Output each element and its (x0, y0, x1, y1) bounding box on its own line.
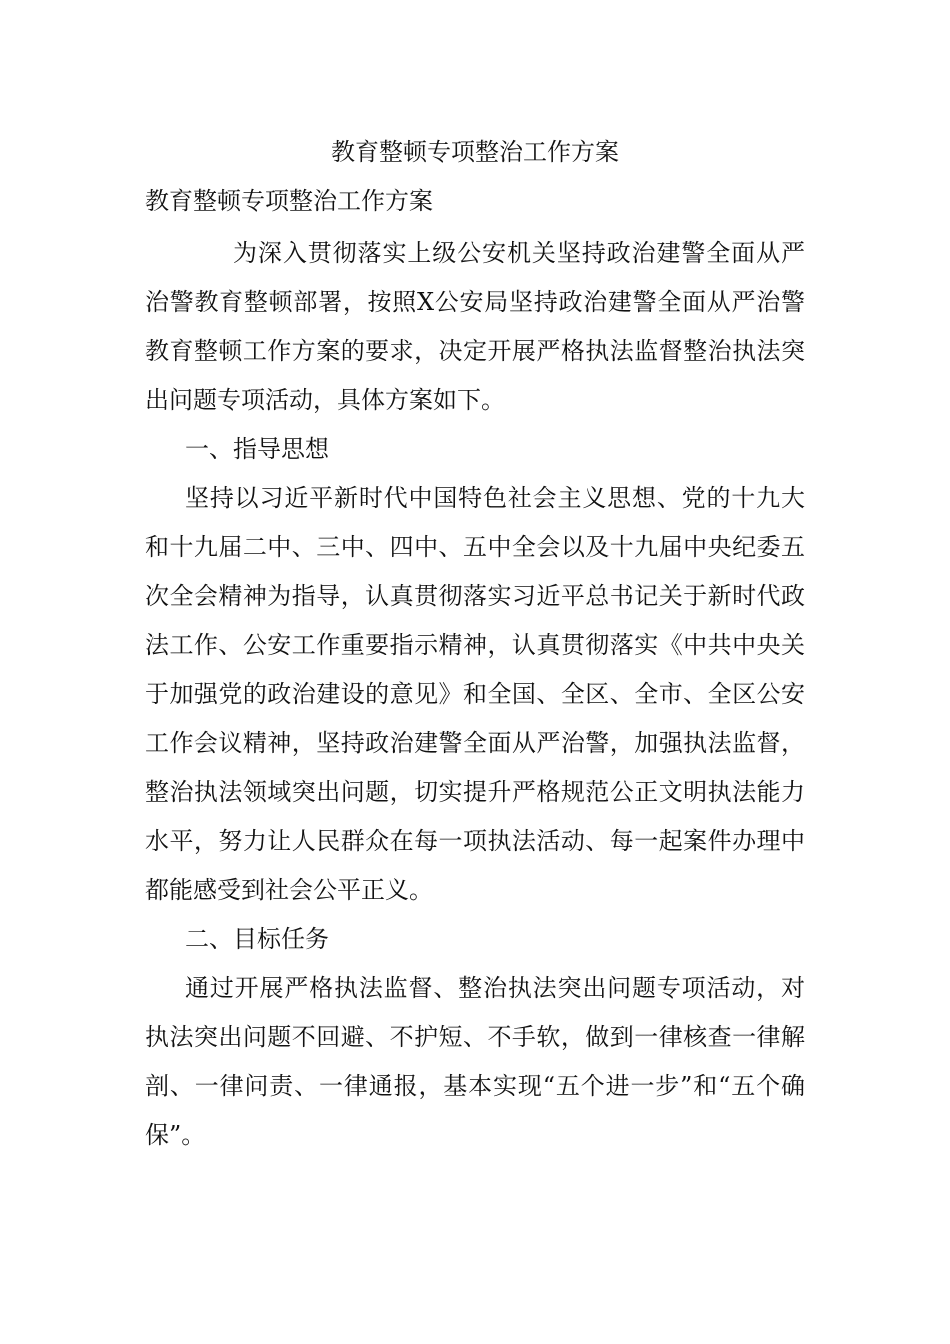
section-heading-guiding-ideology: 一、指导思想 (185, 435, 329, 463)
section-heading-goals-tasks: 二、目标任务 (185, 925, 329, 953)
document-subtitle: 教育整顿专项整治工作方案 (145, 187, 433, 215)
document-body (145, 229, 805, 1160)
goals-tasks-paragraph: 通过开展严格执法监督、整治执法突出问题专项活动，对执法突出问题不回避、不护短、不手软，做到一律核查一律解剖、一律问责、一律通报，基本实现“五个进一步”和“五个确保”。 (145, 974, 805, 1149)
guiding-ideology-paragraph: 坚持以习近平新时代中国特色社会主义思想、党的十九大和十九届二中、三中、四中、五中全会以及十九届中央纪委五次全会精神为指导，认真贯彻落实习近平总书记关于新时代政法工作、公安工作重要指示精神，认真贯彻落实《中共中央关于加强党的政治建设的意见》和全国、全区、全市、全区公安工作会议精神，坚持政治建警全面从严治警，加强执法监督，整治执法领域突出问题，切实提升严格规范公正文明执法能力水平，努力让人民群众在每一项执法活动、每一起案件办理中都能感受到社会公平正义。 (145, 484, 805, 904)
document-title: 教育整顿专项整治工作方案 (331, 138, 619, 166)
intro-paragraph: 为深入贯彻落实上级公安机关坚持政治建警全面从严治警教育整顿部署，按照X公安局坚持政治建警全面从严治警教育整顿工作方案的要求，决定开展严格执法监督整治执法突出问题专项活动，具体方案如下。 (145, 239, 805, 414)
